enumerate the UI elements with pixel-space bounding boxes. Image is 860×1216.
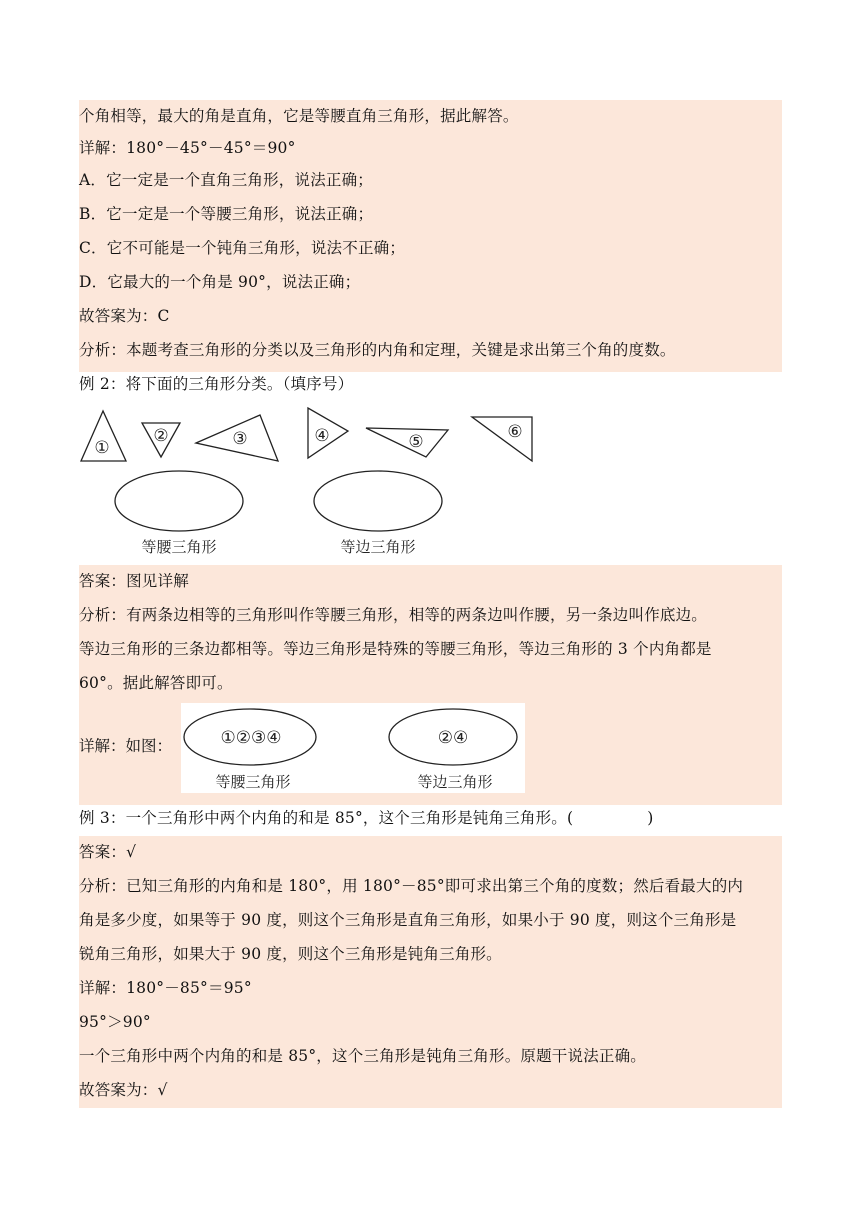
answer-isosceles-label: 等腰三角形 bbox=[215, 773, 291, 791]
option-d: D．它最大的一个角是 90°，说法正确； bbox=[79, 273, 361, 291]
example-3-detail-3: 一个三角形中两个内角的和是 85°，这个三角形是钝角三角形。原题干说法正确。 bbox=[79, 1047, 647, 1065]
option-a: A．它一定是一个直角三角形，说法正确； bbox=[79, 171, 373, 189]
triangle-figure bbox=[76, 403, 546, 563]
option-b: B．它一定是一个等腰三角形，说法正确； bbox=[79, 205, 374, 223]
option-c: C．它不可能是一个钝角三角形，说法不正确； bbox=[79, 239, 406, 257]
triangle-5 bbox=[366, 428, 448, 457]
triangle-6 bbox=[472, 417, 532, 461]
example-2-answer: 答案：图见详解 bbox=[79, 572, 189, 590]
example-3-detail-2: 95°＞90° bbox=[79, 1013, 151, 1031]
triangle-3-label: ③ bbox=[232, 429, 248, 449]
ellipse-equilateral bbox=[314, 471, 442, 531]
analysis-line: 分析：本题考查三角形的分类以及三角形的内角和定理，关键是求出第三个角的度数。 bbox=[79, 341, 676, 359]
example-2-analysis-1: 分析：有两条边相等的三角形叫作等腰三角形，相等的两条边叫作腰，另一条边叫作底边。 bbox=[79, 606, 708, 624]
example-3-title-close: ) bbox=[647, 809, 654, 827]
detail-line: 详解：180°－45°－45°＝90° bbox=[79, 139, 296, 157]
example-2-detail-label: 详解：如图： bbox=[79, 737, 173, 755]
isosceles-label: 等腰三角形 bbox=[141, 538, 217, 556]
equilateral-label: 等边三角形 bbox=[340, 538, 416, 556]
answer-isosceles-content: ①②③④ bbox=[220, 728, 282, 748]
example-3-final-answer: 故答案为：√ bbox=[79, 1081, 168, 1099]
example-3-analysis-3: 锐角三角形，如果大于 90 度，则这个三角形是钝角三角形。 bbox=[79, 945, 502, 963]
answer-line: 故答案为：C bbox=[79, 307, 170, 325]
triangle-2-label: ② bbox=[153, 426, 169, 446]
example-3-answer: 答案：√ bbox=[79, 843, 137, 861]
example-3-title-text: 例 3：一个三角形中两个内角的和是 85°，这个三角形是钝角三角形。( bbox=[79, 809, 574, 827]
triangle-6-label: ⑥ bbox=[507, 422, 523, 442]
example-3-analysis-1: 分析：已知三角形的内角和是 180°，用 180°－85°即可求出第三个角的度数；然后看最大的内 bbox=[79, 877, 744, 895]
ellipse-isosceles bbox=[115, 471, 243, 531]
text-line: 个角相等，最大的角是直角，它是等腰直角三角形，据此解答。 bbox=[79, 107, 519, 125]
example-2-title: 例 2：将下面的三角形分类。（填序号） bbox=[79, 375, 354, 393]
example-2-analysis-3: 60°。据此解答即可。 bbox=[79, 674, 233, 692]
example-3-detail-1: 详解：180°－85°＝95° bbox=[79, 979, 252, 997]
triangle-1-label: ① bbox=[94, 438, 110, 458]
example-3-analysis-2: 角是多少度，如果等于 90 度，则这个三角形是直角三角形，如果小于 90 度，则这个三角形是 bbox=[79, 911, 737, 929]
triangle-4-label: ④ bbox=[314, 426, 330, 446]
answer-figure bbox=[181, 703, 525, 793]
example-3-title bbox=[79, 802, 654, 834]
triangle-5-label: ⑤ bbox=[408, 432, 424, 452]
answer-equilateral-label: 等边三角形 bbox=[417, 773, 493, 791]
answer-equilateral-content: ②④ bbox=[437, 728, 469, 748]
example-2-analysis-2: 等边三角形的三条边都相等。等边三角形是特殊的等腰三角形，等边三角形的 3 个内角都是 bbox=[79, 640, 712, 658]
